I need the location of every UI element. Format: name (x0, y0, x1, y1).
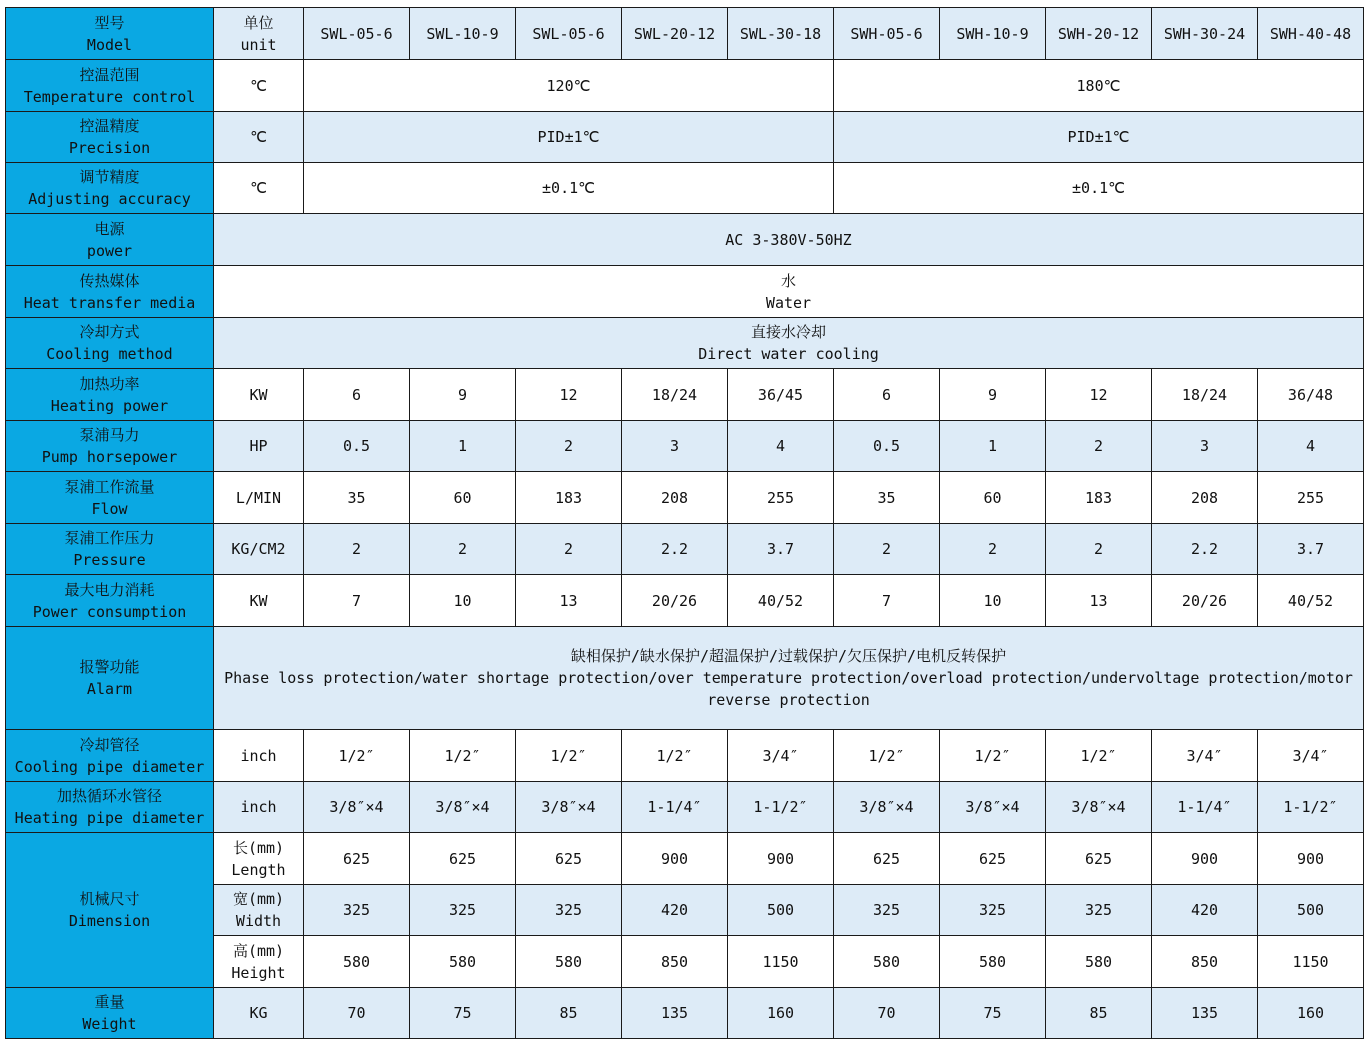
value-cell: 1-1/4″ (622, 782, 728, 833)
value-cell: 3 (622, 421, 728, 472)
unit-cell: L/MIN (214, 472, 304, 524)
value-cell: 2 (410, 524, 516, 575)
value-cell: 18/24 (1152, 369, 1258, 421)
row-label-zh: 加热循环水管径 (56, 787, 162, 805)
row-label-zh: 泵浦工作流量 (64, 477, 155, 496)
value-cell: 1/2″ (304, 730, 410, 782)
model-name: SWH-40-48 (1258, 8, 1364, 60)
value-cell: 325 (410, 885, 516, 936)
row-label-en: Cooling pipe diameter (14, 757, 205, 776)
value-cell: 208 (1152, 472, 1258, 524)
value-cell: 2 (1046, 524, 1152, 575)
row-label-zh: 最大电力消耗 (64, 580, 155, 599)
row-label (6, 163, 214, 214)
flow-row (6, 472, 1364, 524)
value-cell: 3/4″ (1258, 730, 1364, 782)
value-cell: 625 (516, 833, 622, 885)
unit-cell: inch (214, 782, 304, 833)
row-label (6, 782, 214, 833)
row-label (6, 730, 214, 782)
value-cell: 1/2″ (1046, 730, 1152, 782)
value-cell: 1/2″ (410, 730, 516, 782)
row-label-en: Temperature control (23, 87, 196, 106)
model-header-cell (6, 8, 214, 60)
row-label-en: Heating pipe diameter (14, 809, 205, 827)
value-cell: 900 (728, 833, 834, 885)
value-cell: 500 (1258, 885, 1364, 936)
row-label-en: power (86, 241, 133, 260)
sub-label-en: Height (231, 963, 286, 982)
value-cell: 20/26 (622, 575, 728, 627)
model-name: SWL-30-18 (728, 8, 834, 60)
model-label-en: Model (86, 35, 133, 54)
unit-label-zh: 单位 (243, 13, 274, 32)
row-label-zh: 重量 (94, 993, 125, 1011)
value-cell: 625 (940, 833, 1046, 885)
model-name: SWL-20-12 (622, 8, 728, 60)
value-cell: 580 (1046, 936, 1152, 988)
value-cell: 3 (1152, 421, 1258, 472)
row-label-zh: 控温范围 (79, 65, 140, 84)
unit-header-cell (214, 8, 304, 60)
swl-value: 120℃ (304, 60, 834, 112)
value-cell: 12 (516, 369, 622, 421)
value-cell: 183 (516, 472, 622, 524)
row-label (6, 575, 214, 627)
swh-value: PID±1℃ (834, 112, 1364, 163)
unit-cell: inch (214, 730, 304, 782)
value-cell: 625 (410, 833, 516, 885)
row-label-en: Cooling method (46, 345, 173, 363)
value-cell: 3.7 (1258, 524, 1364, 575)
value-cell: 135 (622, 988, 728, 1039)
value-cell: 35 (834, 472, 940, 524)
row-label (6, 524, 214, 575)
value-cell: 0.5 (304, 421, 410, 472)
value-cell: 12 (1046, 369, 1152, 421)
model-name: SWH-10-9 (940, 8, 1046, 60)
cooling-value-zh: 直接水冷却 (750, 323, 826, 341)
value-cell: 3.7 (728, 524, 834, 575)
unit-cell (214, 885, 304, 936)
unit-cell: KG (214, 988, 304, 1039)
value-cell: 60 (940, 472, 1046, 524)
row-label-zh: 泵浦工作压力 (64, 529, 155, 547)
media-value (214, 266, 1364, 318)
value-cell: 208 (622, 472, 728, 524)
row-label-en: Weight (82, 1015, 137, 1033)
value-cell: 2 (516, 421, 622, 472)
media-value-en: Water (765, 293, 812, 312)
value-cell: 4 (728, 421, 834, 472)
value-cell: 20/26 (1152, 575, 1258, 627)
swh-value: ±0.1℃ (834, 163, 1364, 214)
row-label (6, 318, 214, 369)
sub-label-zh: 高(mm) (232, 941, 285, 960)
value-cell: 135 (1152, 988, 1258, 1039)
unit-cell (214, 833, 304, 885)
value-cell: 580 (410, 936, 516, 988)
value-cell: 900 (1258, 833, 1364, 885)
value-cell: 18/24 (622, 369, 728, 421)
value-cell: 3/4″ (1152, 730, 1258, 782)
power-consumption-row (6, 575, 1364, 627)
value-cell: 420 (1152, 885, 1258, 936)
value-cell: 10 (410, 575, 516, 627)
row-label-zh: 电源 (94, 219, 125, 238)
value-cell: 850 (622, 936, 728, 988)
pressure-row (6, 524, 1364, 575)
row-label-en: Adjusting accuracy (28, 190, 191, 208)
value-cell: 13 (516, 575, 622, 627)
value-cell: 3/4″ (728, 730, 834, 782)
sub-label-en: Length (231, 860, 286, 879)
value-cell: 580 (834, 936, 940, 988)
heating-pipe-row (6, 782, 1364, 833)
value-cell: 2 (304, 524, 410, 575)
value-cell: 2 (516, 524, 622, 575)
value-cell: 10 (940, 575, 1046, 627)
value-cell: 40/52 (728, 575, 834, 627)
precision-row (6, 112, 1364, 163)
sub-label-zh: 宽(mm) (232, 890, 285, 908)
row-label (6, 472, 214, 524)
row-label-zh: 冷却管径 (79, 735, 140, 754)
value-cell: 9 (940, 369, 1046, 421)
power-value: AC 3-380V-50HZ (214, 214, 1364, 266)
value-cell: 500 (728, 885, 834, 936)
swh-value: 180℃ (834, 60, 1364, 112)
value-cell: 3/8″×4 (1046, 782, 1152, 833)
value-cell: 625 (1046, 833, 1152, 885)
pump-horsepower-row (6, 421, 1364, 472)
value-cell: 160 (1258, 988, 1364, 1039)
model-name: SWL-05-6 (516, 8, 622, 60)
row-label-zh: 报警功能 (79, 658, 140, 676)
unit-cell: ℃ (214, 112, 304, 163)
alarm-value-en-line-2: reverse protection (707, 691, 870, 709)
value-cell: 255 (728, 472, 834, 524)
value-cell: 325 (940, 885, 1046, 936)
row-label-en: Dimension (68, 912, 151, 930)
row-label (6, 421, 214, 472)
value-cell: 36/48 (1258, 369, 1364, 421)
value-cell: 1-1/4″ (1152, 782, 1258, 833)
value-cell: 183 (1046, 472, 1152, 524)
row-label-en: Heating power (50, 396, 169, 415)
value-cell: 2.2 (622, 524, 728, 575)
value-cell: 255 (1258, 472, 1364, 524)
value-cell: 325 (834, 885, 940, 936)
value-cell: 7 (834, 575, 940, 627)
row-label-zh: 调节精度 (79, 168, 140, 186)
value-cell: 580 (516, 936, 622, 988)
value-cell: 580 (304, 936, 410, 988)
value-cell: 1-1/2″ (1258, 782, 1364, 833)
value-cell: 1/2″ (834, 730, 940, 782)
value-cell: 900 (622, 833, 728, 885)
row-label-en: Heat transfer media (23, 293, 196, 312)
row-label (6, 266, 214, 318)
value-cell: 1 (410, 421, 516, 472)
value-cell: 1/2″ (516, 730, 622, 782)
value-cell: 2 (834, 524, 940, 575)
sub-label-zh: 长(mm) (232, 838, 285, 857)
value-cell: 9 (410, 369, 516, 421)
header-row (6, 8, 1364, 60)
value-cell: 1-1/2″ (728, 782, 834, 833)
value-cell: 325 (516, 885, 622, 936)
value-cell: 2.2 (1152, 524, 1258, 575)
spec-table (5, 7, 1364, 1039)
row-label-en: Flow (91, 499, 128, 518)
media-value-zh: 水 (780, 271, 796, 290)
model-name: SWH-30-24 (1152, 8, 1258, 60)
row-label-zh: 机械尺寸 (79, 890, 140, 908)
value-cell: 70 (834, 988, 940, 1039)
row-label-zh: 冷却方式 (79, 323, 140, 341)
row-label-zh: 控温精度 (79, 117, 140, 135)
value-cell: 2 (940, 524, 1046, 575)
value-cell: 85 (516, 988, 622, 1039)
row-label (6, 988, 214, 1039)
unit-cell (214, 936, 304, 988)
row-label-en: Precision (68, 139, 151, 157)
dimension-length-row (6, 833, 1364, 885)
heat-transfer-media-row (6, 266, 1364, 318)
value-cell: 1 (940, 421, 1046, 472)
value-cell: 36/45 (728, 369, 834, 421)
swl-value: PID±1℃ (304, 112, 834, 163)
row-label-zh: 加热功率 (79, 374, 140, 393)
value-cell: 35 (304, 472, 410, 524)
value-cell: 3/8″×4 (304, 782, 410, 833)
swl-value: ±0.1℃ (304, 163, 834, 214)
model-name: SWL-10-9 (410, 8, 516, 60)
value-cell: 580 (940, 936, 1046, 988)
value-cell: 3/8″×4 (834, 782, 940, 833)
value-cell: 625 (834, 833, 940, 885)
weight-row (6, 988, 1364, 1039)
alarm-value-en-line-1: Phase loss protection/water shortage protection/over temperature protection/overload protection/undervoltage protection/motor (224, 669, 1353, 687)
row-label-en: Pressure (73, 551, 146, 569)
cooling-pipe-row (6, 730, 1364, 782)
model-name: SWH-05-6 (834, 8, 940, 60)
value-cell: 70 (304, 988, 410, 1039)
value-cell: 0.5 (834, 421, 940, 472)
cooling-method-row (6, 318, 1364, 369)
row-label (6, 627, 214, 730)
value-cell: 625 (304, 833, 410, 885)
row-label-zh: 传热媒体 (79, 271, 140, 290)
value-cell: 325 (304, 885, 410, 936)
model-label-zh: 型号 (94, 13, 125, 32)
unit-label-en: unit (240, 35, 277, 54)
value-cell: 420 (622, 885, 728, 936)
row-label-en: Pump horsepower (41, 448, 178, 466)
model-name: SWH-20-12 (1046, 8, 1152, 60)
row-label-zh: 泵浦马力 (79, 426, 140, 444)
row-label (6, 833, 214, 988)
sub-label-en: Width (235, 912, 282, 930)
value-cell: 900 (1152, 833, 1258, 885)
value-cell: 13 (1046, 575, 1152, 627)
value-cell: 3/8″×4 (410, 782, 516, 833)
unit-cell: ℃ (214, 60, 304, 112)
value-cell: 1/2″ (622, 730, 728, 782)
value-cell: 3/8″×4 (516, 782, 622, 833)
value-cell: 85 (1046, 988, 1152, 1039)
unit-cell: HP (214, 421, 304, 472)
unit-cell: KW (214, 369, 304, 421)
unit-cell: KW (214, 575, 304, 627)
value-cell: 75 (940, 988, 1046, 1039)
value-cell: 40/52 (1258, 575, 1364, 627)
value-cell: 325 (1046, 885, 1152, 936)
value-cell: 7 (304, 575, 410, 627)
value-cell: 2 (1046, 421, 1152, 472)
row-label (6, 112, 214, 163)
value-cell: 6 (304, 369, 410, 421)
alarm-value-zh: 缺相保护/缺水保护/超温保护/过载保护/欠压保护/电机反转保护 (570, 647, 1007, 665)
value-cell: 1150 (1258, 936, 1364, 988)
row-label-en: Power consumption (32, 602, 187, 621)
value-cell: 3/8″×4 (940, 782, 1046, 833)
value-cell: 850 (1152, 936, 1258, 988)
row-label (6, 214, 214, 266)
power-row (6, 214, 1364, 266)
unit-cell: ℃ (214, 163, 304, 214)
heating-power-row (6, 369, 1364, 421)
value-cell: 6 (834, 369, 940, 421)
row-label (6, 369, 214, 421)
unit-cell: KG/CM2 (214, 524, 304, 575)
value-cell: 1150 (728, 936, 834, 988)
adjusting-accuracy-row (6, 163, 1364, 214)
value-cell: 60 (410, 472, 516, 524)
value-cell: 160 (728, 988, 834, 1039)
alarm-value (214, 627, 1364, 730)
cooling-method-value (214, 318, 1364, 369)
alarm-row (6, 627, 1364, 730)
cooling-value-en: Direct water cooling (698, 345, 879, 363)
temperature-control-row (6, 60, 1364, 112)
row-label-en: Alarm (86, 680, 133, 698)
row-label (6, 60, 214, 112)
value-cell: 75 (410, 988, 516, 1039)
value-cell: 4 (1258, 421, 1364, 472)
value-cell: 1/2″ (940, 730, 1046, 782)
model-name: SWL-05-6 (304, 8, 410, 60)
